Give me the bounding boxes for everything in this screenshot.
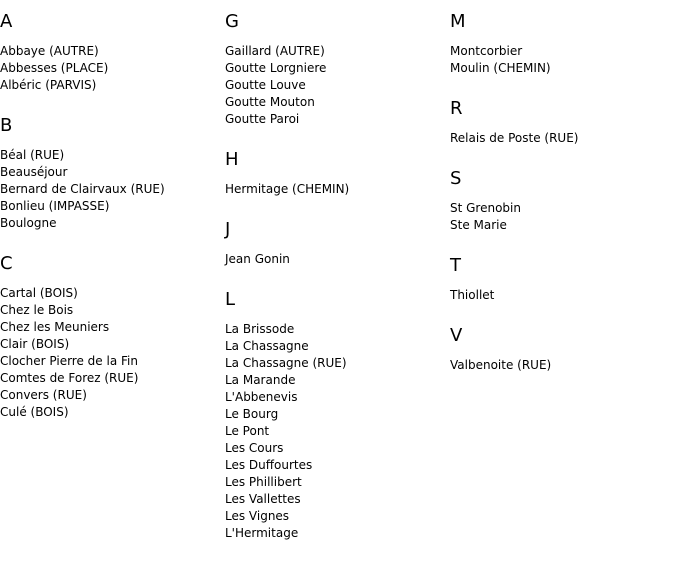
street-name[interactable]: Les Duffourtes bbox=[225, 458, 313, 472]
street-name[interactable]: Abbaye (AUTRE) bbox=[0, 44, 99, 58]
street-name[interactable]: Le Bourg bbox=[225, 407, 279, 421]
street-index-column-2 bbox=[225, 0, 450, 542]
street-name[interactable]: Chez les Meuniers bbox=[0, 320, 110, 334]
section-letter-heading: S bbox=[450, 168, 462, 189]
street-name[interactable]: Ste Marie bbox=[450, 218, 507, 232]
street-name[interactable]: Les Vignes bbox=[225, 509, 290, 523]
street-name[interactable]: L'Abbenevis bbox=[225, 390, 298, 404]
street-list bbox=[0, 147, 225, 232]
street-name[interactable]: La Chassagne bbox=[225, 339, 309, 353]
section-letter-heading: C bbox=[0, 253, 13, 274]
letter-section bbox=[225, 290, 450, 542]
section-letter-heading: T bbox=[450, 255, 461, 276]
street-name[interactable]: Boulogne bbox=[0, 216, 57, 230]
street-index-column-1 bbox=[0, 0, 225, 421]
letter-section bbox=[0, 116, 225, 232]
street-list bbox=[225, 251, 450, 268]
street-name[interactable]: Cartal (BOIS) bbox=[0, 286, 78, 300]
street-name[interactable]: La Marande bbox=[225, 373, 296, 387]
section-letter-heading: A bbox=[0, 11, 13, 32]
street-name[interactable]: La Chassagne (RUE) bbox=[225, 356, 347, 370]
street-name[interactable]: Valbenoite (RUE) bbox=[450, 358, 552, 372]
street-list bbox=[450, 130, 675, 147]
section-letter-heading: M bbox=[450, 11, 466, 32]
letter-section bbox=[450, 256, 675, 304]
street-name[interactable]: Goutte Lorgniere bbox=[225, 61, 327, 75]
letter-section bbox=[450, 12, 675, 77]
letter-section bbox=[0, 12, 225, 94]
street-name[interactable]: Montcorbier bbox=[450, 44, 523, 58]
street-name[interactable]: Convers (RUE) bbox=[0, 388, 87, 402]
section-letter-heading: B bbox=[0, 115, 13, 136]
street-name[interactable]: Goutte Mouton bbox=[225, 95, 315, 109]
street-name[interactable]: Gaillard (AUTRE) bbox=[225, 44, 325, 58]
street-list bbox=[0, 285, 225, 421]
street-name[interactable]: Béal (RUE) bbox=[0, 148, 65, 162]
street-index-column-3 bbox=[450, 0, 675, 374]
section-letter-heading: G bbox=[225, 11, 239, 32]
street-name[interactable]: Le Pont bbox=[225, 424, 270, 438]
street-name[interactable]: Hermitage (CHEMIN) bbox=[225, 182, 350, 196]
section-letter-heading: V bbox=[450, 325, 463, 346]
street-list bbox=[450, 200, 675, 234]
street-name[interactable]: Goutte Louve bbox=[225, 78, 306, 92]
street-name[interactable]: Goutte Paroi bbox=[225, 112, 300, 126]
street-name[interactable]: Culé (BOIS) bbox=[0, 405, 69, 419]
street-name[interactable]: Les Vallettes bbox=[225, 492, 301, 506]
street-list bbox=[225, 43, 450, 128]
street-name[interactable]: Clocher Pierre de la Fin bbox=[0, 354, 138, 368]
street-name[interactable]: La Brissode bbox=[225, 322, 295, 336]
street-name[interactable]: St Grenobin bbox=[450, 201, 521, 215]
street-list bbox=[450, 357, 675, 374]
street-name[interactable]: Relais de Poste (RUE) bbox=[450, 131, 579, 145]
street-name[interactable]: Chez le Bois bbox=[0, 303, 74, 317]
section-letter-heading: R bbox=[450, 98, 463, 119]
letter-section bbox=[450, 169, 675, 234]
street-name[interactable]: Moulin (CHEMIN) bbox=[450, 61, 551, 75]
section-letter-heading: H bbox=[225, 149, 239, 170]
letter-section bbox=[225, 150, 450, 198]
street-list bbox=[225, 181, 450, 198]
section-letter-heading: J bbox=[225, 219, 231, 240]
letter-section bbox=[450, 326, 675, 374]
street-name[interactable]: Comtes de Forez (RUE) bbox=[0, 371, 139, 385]
street-name[interactable]: Thiollet bbox=[450, 288, 495, 302]
street-list bbox=[225, 321, 450, 542]
street-name[interactable]: Les Phillibert bbox=[225, 475, 302, 489]
street-list bbox=[450, 287, 675, 304]
street-name[interactable]: Bonlieu (IMPASSE) bbox=[0, 199, 110, 213]
street-name[interactable]: Clair (BOIS) bbox=[0, 337, 70, 351]
street-name[interactable]: Jean Gonin bbox=[225, 252, 290, 266]
street-name[interactable]: Les Cours bbox=[225, 441, 284, 455]
street-name[interactable]: L'Hermitage bbox=[225, 526, 299, 540]
street-name[interactable]: Abbesses (PLACE) bbox=[0, 61, 109, 75]
letter-section bbox=[225, 220, 450, 268]
street-list bbox=[0, 43, 225, 94]
street-name[interactable]: Bernard de Clairvaux (RUE) bbox=[0, 182, 165, 196]
letter-section bbox=[0, 254, 225, 421]
letter-section bbox=[450, 99, 675, 147]
section-letter-heading: L bbox=[225, 289, 236, 310]
street-name[interactable]: Beauséjour bbox=[0, 165, 68, 179]
street-list bbox=[450, 43, 675, 77]
letter-section bbox=[225, 12, 450, 128]
street-name[interactable]: Albéric (PARVIS) bbox=[0, 78, 97, 92]
